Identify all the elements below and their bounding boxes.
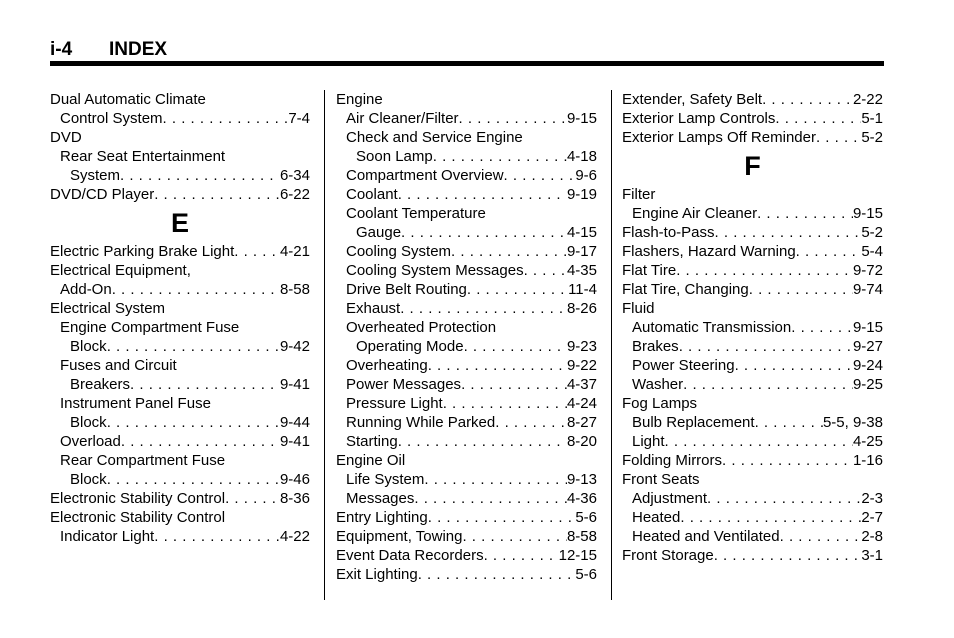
index-entry [622,204,883,223]
index-term: Dual Automatic Climate [50,91,206,108]
dot-leader [398,432,567,451]
page-reference: 5-6 [575,566,597,583]
index-entry [50,90,310,109]
dot-leader [400,299,567,318]
index-term: Electric Parking Brake Light [50,243,235,260]
dot-leader [154,527,280,546]
index-term: Exterior Lamps Off Reminder [622,129,816,146]
page-reference: 5-2 [861,129,883,146]
page-reference: 3-1 [861,547,883,564]
dot-leader [112,280,280,299]
index-term: Electrical Equipment, [50,262,191,279]
dot-leader [780,527,862,546]
dot-leader [683,375,853,394]
page-reference: 9-13 [566,471,597,488]
index-entry [622,375,883,394]
index-entry [50,356,310,375]
page-reference: 2-22 [852,91,883,108]
index-term: Life System [346,471,425,488]
page-reference: 8-58 [279,281,310,298]
dot-leader [722,451,853,470]
index-entry [622,299,883,318]
index-entry [50,109,310,128]
index-term: Coolant [346,186,398,203]
index-term: Folding Mirrors [622,452,723,469]
index-entry [50,318,310,337]
index-entry [622,337,883,356]
page-reference: 9-41 [279,376,310,393]
index-entry [336,432,597,451]
dot-leader [414,489,567,508]
page-reference: 1-16 [852,452,883,469]
page-reference: 2-7 [861,509,883,526]
index-term: System [70,167,121,184]
index-term: Entry Lighting [336,509,428,526]
dot-leader [762,90,853,109]
index-term: Automatic Transmission [632,319,792,336]
index-entry [622,546,883,565]
index-term: Starting [346,433,398,450]
page-reference: 9-22 [566,357,597,374]
dot-leader [757,204,853,223]
page-reference: 9-15 [566,110,597,127]
index-term: Exhaust [346,300,401,317]
page-reference: 9-25 [852,376,883,393]
index-term: Gauge [356,224,402,241]
index-entry [622,242,883,261]
dot-leader [121,432,280,451]
index-entry [50,166,310,185]
page-reference: 9-6 [575,167,597,184]
dot-leader [225,489,280,508]
index-entry [50,489,310,508]
index-entry [622,261,883,280]
index-entry [50,261,310,280]
page-reference: 9-15 [852,319,883,336]
page-reference: 9-44 [279,414,310,431]
dot-leader [749,280,853,299]
index-term: Compartment Overview [346,167,504,184]
dot-leader [504,166,576,185]
page-reference: 9-17 [566,243,597,260]
dot-leader [464,337,567,356]
index-term: Breakers [70,376,131,393]
index-term: Operating Mode [356,338,464,355]
section-letter: E [170,208,189,238]
index-entry [50,470,310,489]
index-entry [622,280,883,299]
index-entry [336,318,597,337]
dot-leader [791,318,853,337]
page-reference: 9-24 [852,357,883,374]
index-entry [622,508,883,527]
index-term: Electronic Stability Control [50,509,226,526]
index-term: Rear Seat Entertainment [60,148,226,165]
index-term: Exterior Lamp Controls [622,110,776,127]
index-entry [622,470,883,489]
dot-leader [451,242,567,261]
index-term: Coolant Temperature [346,205,486,222]
index-entry [50,375,310,394]
index-term: Adjustment [632,490,708,507]
dot-leader [665,432,853,451]
index-entry [336,375,597,394]
index-term: Cooling System [346,243,452,260]
index-term: Flat Tire, Changing [622,281,749,298]
index-term: Air Cleaner/Filter [346,110,459,127]
index-entry [336,413,597,432]
dot-leader [735,356,853,375]
dot-leader [462,527,567,546]
page-reference: 6-22 [279,186,310,203]
dot-leader [461,375,567,394]
dot-leader [418,565,576,584]
index-entry [622,185,883,204]
page-reference: 6-34 [279,167,310,184]
page-reference: 4-21 [279,243,310,260]
index-entry [336,128,597,147]
index-term: Flat Tire [622,262,677,279]
index-term: DVD [50,129,82,146]
index-term: Running While Parked [346,414,496,431]
index-term: Engine Air Cleaner [632,205,758,222]
index-entry [336,280,597,299]
index-entry [336,546,597,565]
dot-leader [715,223,862,242]
page-reference: 8-58 [566,528,597,545]
index-term: Bulb Replacement [632,414,755,431]
page-reference: 9-41 [279,433,310,450]
dot-leader [428,508,576,527]
index-term: Overheating [346,357,428,374]
dot-leader [755,413,823,432]
index-column-2 [336,90,597,584]
index-entry [336,394,597,413]
dot-leader [679,337,853,356]
dot-leader [163,109,289,128]
page-reference: 4-18 [566,148,597,165]
dot-leader [467,280,568,299]
index-term: Overheated Protection [346,319,497,336]
page-reference: 9-74 [852,281,883,298]
index-entry [50,128,310,147]
page-reference: 9-27 [852,338,883,355]
page-reference: 4-37 [566,376,597,393]
dot-leader [707,489,861,508]
page-reference: 9-15 [852,205,883,222]
index-term: Rear Compartment Fuse [60,452,226,469]
index-entry [336,527,597,546]
page-reference: 9-46 [279,471,310,488]
dot-leader [816,128,861,147]
index-term: Add-On [60,281,112,298]
index-term: Filter [622,186,656,203]
index-entry [622,489,883,508]
index-entry [336,489,597,508]
index-entry [622,413,883,432]
page-reference: 4-24 [566,395,597,412]
page-reference: 4-25 [852,433,883,450]
index-entry [50,280,310,299]
page-number: i-4 [50,39,73,60]
index-entry [50,394,310,413]
page-reference: 11-4 [568,281,597,298]
dot-leader [107,337,280,356]
index-term: Cooling System Messages [346,262,524,279]
index-term: Heated [632,509,681,526]
index-entry [336,261,597,280]
page-reference: 8-20 [566,433,597,450]
index-entry [50,451,310,470]
index-term: Indicator Light [60,528,155,545]
dot-leader [775,109,861,128]
index-entry [50,147,310,166]
index-term: Flash-to-Pass [622,224,715,241]
page-reference: 4-22 [279,528,310,545]
page-reference: 4-15 [566,224,597,241]
index-entry [622,394,883,413]
dot-leader [130,375,280,394]
index-term: Control System [60,110,163,127]
index-entry [336,166,597,185]
page-reference: 9-72 [852,262,883,279]
column-divider-2 [611,90,612,600]
dot-leader [680,508,861,527]
index-entry [336,508,597,527]
index-term: Block [70,338,107,355]
dot-leader [495,413,567,432]
index-entry [336,451,597,470]
index-term: Engine Oil [336,452,406,469]
index-entry [50,242,310,261]
index-column-1 [50,90,310,546]
index-entry [622,128,883,147]
index-term: Block [70,471,107,488]
page-reference: 7-4 [288,110,310,127]
page-reference: 4-35 [566,262,597,279]
index-term: Electronic Stability Control [50,490,226,507]
index-term: Equipment, Towing [336,528,463,545]
index-entry [336,299,597,318]
index-entry [622,356,883,375]
dot-leader [524,261,567,280]
index-term: Fluid [622,300,655,317]
index-term: Heated and Ventilated [632,528,780,545]
index-term: Instrument Panel Fuse [60,395,211,412]
page-reference: 8-27 [566,414,597,431]
index-entry [336,223,597,242]
index-term: Power Messages [346,376,462,393]
page-reference: 4-36 [566,490,597,507]
header-rule [50,61,884,66]
index-term: Power Steering [632,357,735,374]
dot-leader [234,242,280,261]
index-term: Engine Compartment Fuse [60,319,240,336]
index-entry [50,337,310,356]
column-divider-1 [324,90,325,600]
dot-leader [401,223,567,242]
index-term: Light [632,433,665,450]
page-reference: 2-8 [861,528,883,545]
dot-leader [484,546,559,565]
index-term: Front Storage [622,547,714,564]
index-entry [622,432,883,451]
index-entry [50,508,310,527]
page-reference: 9-23 [566,338,597,355]
section-letter: F [744,151,761,181]
dot-leader [154,185,280,204]
index-term: Brakes [632,338,679,355]
page-reference: 5-4 [861,243,883,260]
index-term: Front Seats [622,471,700,488]
dot-leader [714,546,862,565]
dot-leader [120,166,280,185]
index-term: Check and Service Engine [346,129,523,146]
dot-leader [428,356,567,375]
index-entry [336,204,597,223]
page-title: INDEX [109,39,168,60]
index-term: Washer [632,376,684,393]
index-term: Overload [60,433,121,450]
page-reference: 5-6 [575,509,597,526]
dot-leader [107,413,280,432]
index-entry [336,242,597,261]
page-reference: 5-5, 9-38 [822,414,883,431]
dot-leader [107,470,280,489]
page-reference: 5-2 [861,224,883,241]
page-reference: 2-3 [861,490,883,507]
index-term: Messages [346,490,415,507]
index-entry [336,185,597,204]
index-term: Event Data Recorders [336,547,484,564]
page-reference: 9-19 [566,186,597,203]
dot-leader [433,147,567,166]
index-column-3 [622,90,883,565]
index-entry [622,90,883,109]
dot-leader [459,109,567,128]
index-entry [622,223,883,242]
page-header [50,38,884,62]
index-term: Electrical System [50,300,166,317]
index-entry [50,527,310,546]
page-reference: 8-36 [279,490,310,507]
index-term: Soon Lamp [356,148,433,165]
index-term: Drive Belt Routing [346,281,467,298]
page-reference: 5-1 [861,110,883,127]
index-term: Pressure Light [346,395,443,412]
index-entry [336,356,597,375]
index-entry [50,185,310,204]
index-term: Engine [336,91,383,108]
index-entry [336,565,597,584]
dot-leader [676,261,853,280]
index-entry [336,109,597,128]
dot-leader [424,470,567,489]
page-reference: 9-42 [279,338,310,355]
index-entry [50,432,310,451]
index-entry [336,147,597,166]
index-entry [336,337,597,356]
dot-leader [398,185,567,204]
index-term: DVD/CD Player [50,186,155,203]
index-entry [622,451,883,470]
index-term: Fuses and Circuit [60,357,177,374]
index-term: Block [70,414,107,431]
index-entry [336,470,597,489]
index-entry [622,109,883,128]
dot-leader [443,394,567,413]
index-entry [50,299,310,318]
index-term: Extender, Safety Belt [622,91,763,108]
dot-leader [796,242,862,261]
index-entry [50,413,310,432]
page-reference: 8-26 [566,300,597,317]
index-term: Exit Lighting [336,566,418,583]
index-term: Fog Lamps [622,395,698,412]
page-reference: 12-15 [558,547,597,564]
index-term: Flashers, Hazard Warning [622,243,796,260]
index-entry [622,527,883,546]
index-entry [336,90,597,109]
index-entry [622,318,883,337]
